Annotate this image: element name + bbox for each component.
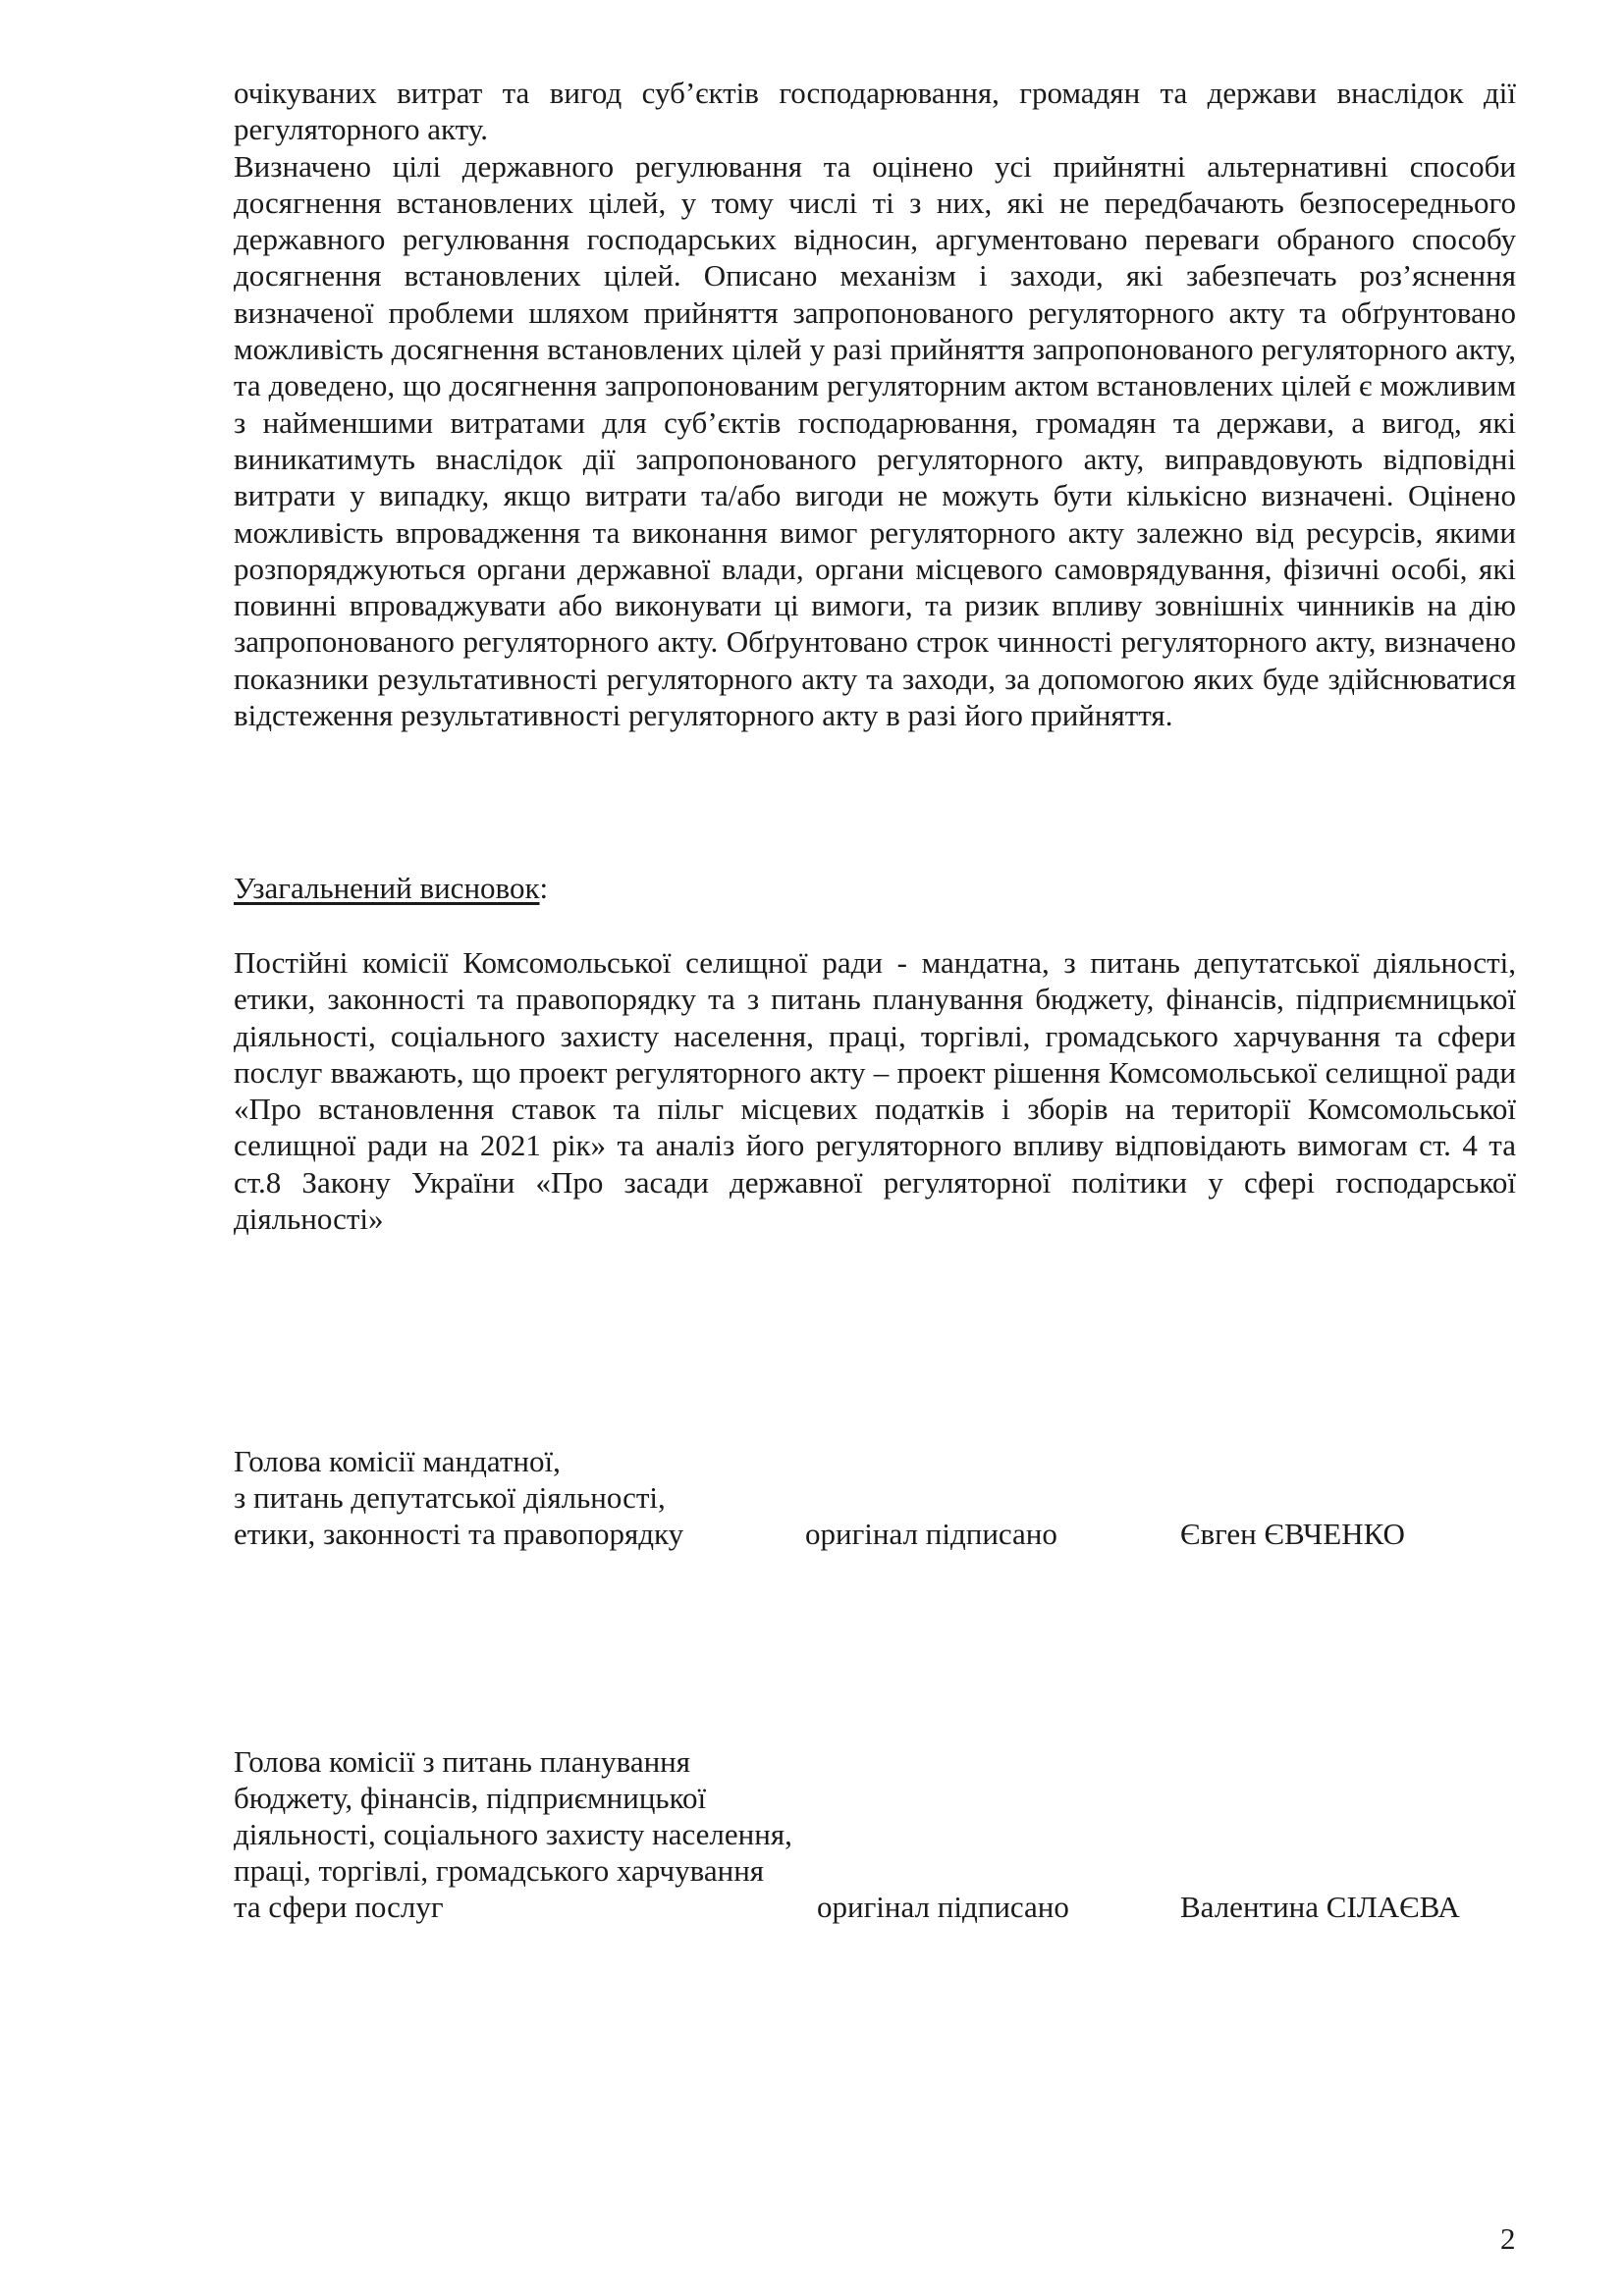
signatory-title-line: праці, торгівлі, громадського харчування [234,1853,765,1888]
signature-status: оригінал підписано [805,1517,1057,1551]
conclusion-text: Постійні комісії Комсомольської селищної ради - мандатна, з питань депутатської діяльності, етики, законності та правопорядку та з питань планування бюджету, фінансів, підприємницької діяльності, соціального захисту населення, праці, торгівлі, громадського харчування та сфери послуг вважають, що проект регуляторного акту – проект рішення Комсомольської селищної ради «Про встановлення ставок та пільг місцевих податків і зборів на території Комсомольської селищної ради на 2021 рік» та аналіз його регуляторного впливу відповідають вимогам ст. 4 та ст.8 Закону України «Про засади державної регуляторної політики у сфері господарської діяльності» [234,945,1516,1237]
body-text-top [234,75,1516,733]
conclusion-block [234,944,1516,1237]
signatory-title-line: Голова комісії з питань планування [234,1744,691,1779]
signatory-title-line: бюджету, фінансів, підприємницької [234,1781,707,1815]
conclusion-heading [234,870,548,906]
intro-fragment: очікуваних витрат та вигод суб’єктів господарювання, громадян та держави внаслідок дії регуляторного акту. [234,76,1516,147]
conclusion-heading-text: Узагальнений висновок [234,871,540,905]
conclusion-heading-colon: : [539,871,549,905]
signatory-title-line: та сфери послуг [234,1890,444,1924]
signatory-title-line: Голова комісії мандатної, [234,1444,561,1478]
analysis-paragraph: Визначено цілі державного регулювання та оцінено усі прийнятні альтернативні способи досягнення встановлених цілей, у тому числі ті з них, які не передбачають безпосереднього державного регулювання господарських відносин, аргументовано переваги обраного способу досягнення встановлених цілей. Описано механізм і заходи, які забезпечать роз’яснення визначеної проблеми шляхом прийняття запропонованого регуляторного акту та обґрунтовано можливість досягнення встановлених цілей у разі прийняття запропонованого регуляторного акту, та доведено, що досягнення запропонованим регуляторним актом встановлених цілей є можливим з найменшими витратами для суб’єктів господарювання, громадян та держави, а вигод, які виникатимуть внаслідок дії запропонованого регуляторного акту, виправдовують відповідні витрати у випадку, якщо витрати та/або вигоди не можуть бути кількісно визначені. Оцінено можливість впровадження та виконання вимог регуляторного акту залежно від ресурсів, якими розпоряджуються органи державної влади, органи місцевого самоврядування, фізичні особі, які повинні впроваджувати або виконувати ці вимоги, та ризик впливу зовнішніх чинників на дію запропонованого регуляторного акту. Обґрунтовано строк чинності регуляторного акту, визначено показники результативності регуляторного акту та заходи, за допомогою яких буде здійснюватися відстеження результативності регуляторного акту в разі його прийняття. [234,148,1516,733]
signatory-title-line: етики, законності та правопорядку [234,1517,684,1551]
signatory-name: Валентина СІЛАЄВА [1180,1890,1460,1924]
signature-status: оригінал підписано [817,1890,1069,1924]
signatory-title-line: з питань депутатської діяльності, [234,1480,666,1515]
signatory-title-line: діяльності, соціального захисту населення, [234,1817,792,1851]
page-number: 2 [1500,2221,1516,2256]
signatory-name: Євген ЄВЧЕНКО [1180,1517,1405,1551]
